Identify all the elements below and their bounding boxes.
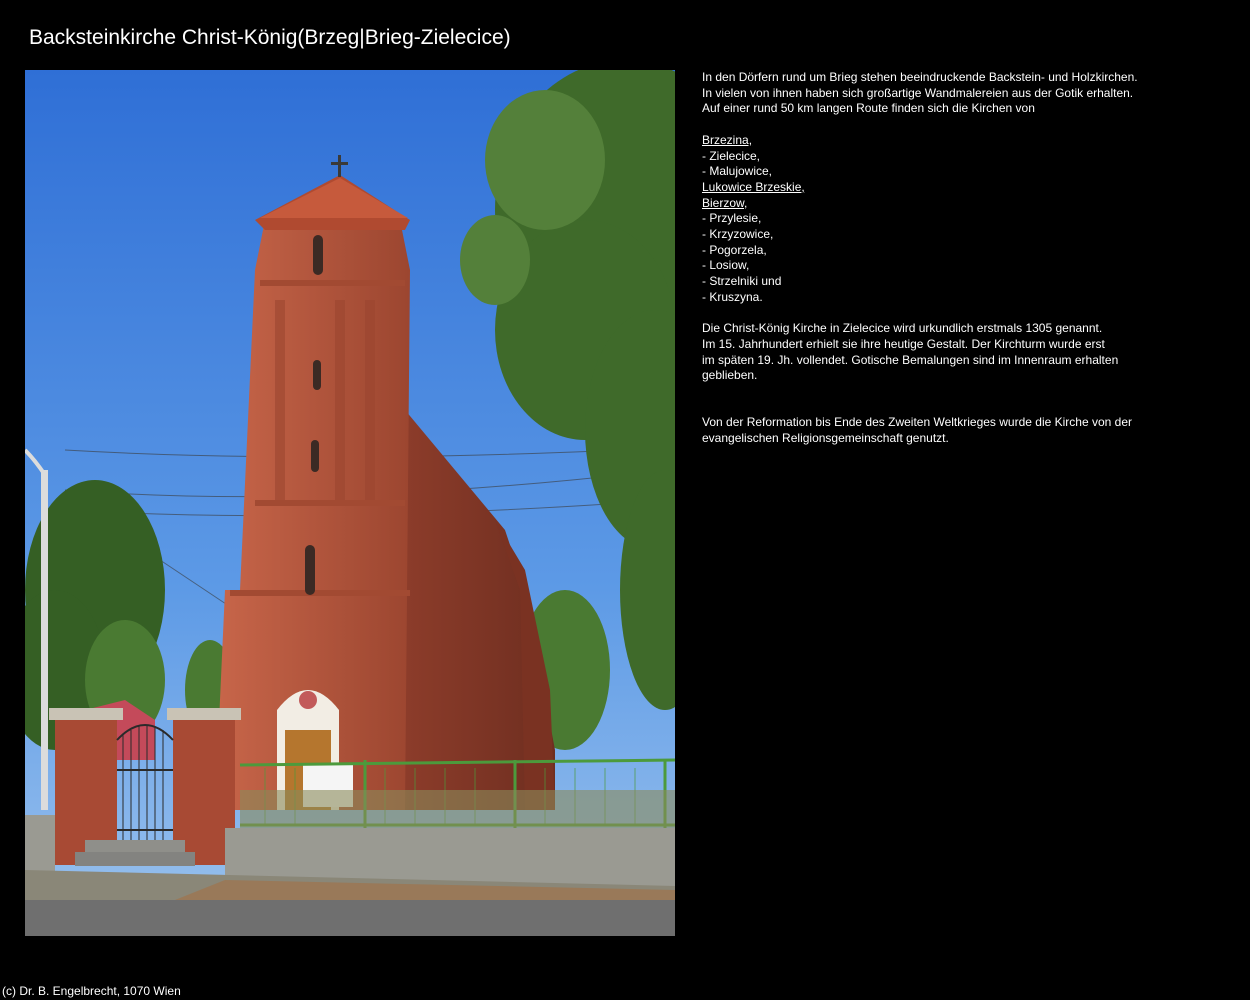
place-item: - Krzyzowice,: [702, 227, 774, 242]
history-line: Die Christ-König Kirche in Zielecice wird urkundlich erstmals 1305 genannt.: [702, 321, 1103, 336]
place-item: - Strzelniki und: [702, 274, 782, 289]
reformation-paragraph: [702, 415, 1222, 446]
history-line: Im 15. Jahrhundert erhielt sie ihre heutige Gestalt. Der Kirchturm wurde erst: [702, 336, 1105, 351]
intro-line: In den Dörfern rund um Brieg stehen beeindruckende Backstein- und Holzkirchen.: [702, 70, 1138, 84]
intro-line: Auf einer rund 50 km langen Route finden sich die Kirchen von: [702, 101, 1035, 116]
history-line: im späten 19. Jh. vollendet. Gotische Bemalungen sind im Innenraum erhalten: [702, 352, 1119, 367]
church-photo-illustration: [25, 70, 675, 936]
places-list: [702, 133, 1222, 306]
intro-line: In vielen von ihnen haben sich großartige Wandmalereien aus der Gotik erhalten.: [702, 85, 1134, 100]
reformation-line: Von der Reformation bis Ende des Zweiten Weltkrieges wurde die Kirche von der: [702, 415, 1133, 430]
description-text: [702, 70, 1222, 447]
footer-copyright: (c) Dr. B. Engelbrecht, 1070 Wien: [2, 984, 181, 998]
place-link-brzezina[interactable]: Brzezina,: [702, 132, 753, 147]
reformation-line: evangelischen Religionsgemeinschaft genutzt.: [702, 431, 949, 446]
history-line: geblieben.: [702, 368, 758, 383]
page-title: Backsteinkirche Christ-König(Brzeg|Brieg-Zielecice): [29, 26, 511, 49]
church-photo: [25, 70, 675, 936]
place-item: - Zielecice,: [702, 148, 761, 163]
place-link-bierzow[interactable]: Bierzow,: [702, 195, 748, 210]
place-item: - Pogorzela,: [702, 242, 767, 257]
place-item: - Kruszyna.: [702, 289, 763, 304]
place-item: - Malujowice,: [702, 164, 773, 179]
place-item: - Przylesie,: [702, 211, 762, 226]
place-item: - Losiow,: [702, 258, 750, 273]
place-link-lukowice-brzeskie[interactable]: Lukowice Brzeskie,: [702, 179, 805, 194]
history-paragraph: [702, 321, 1222, 384]
intro-paragraph: [702, 70, 1222, 117]
